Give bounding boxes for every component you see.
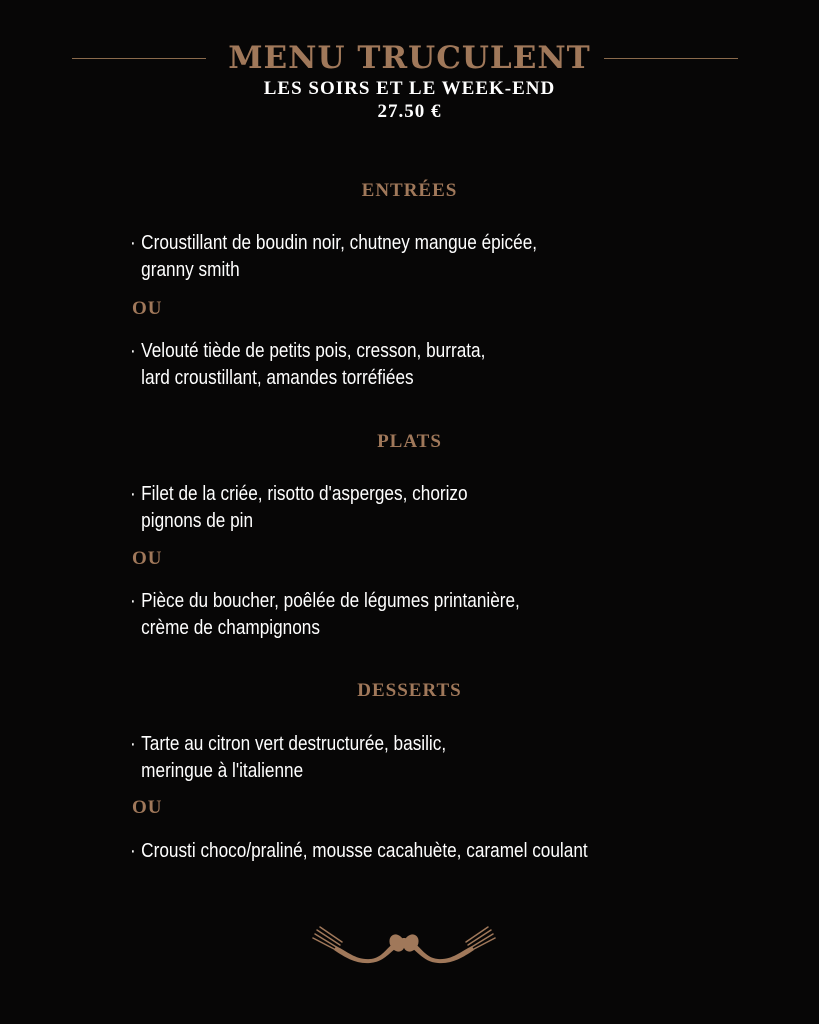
menu-header xyxy=(0,36,819,124)
title-divider-right xyxy=(604,58,738,59)
dish-line: Crousti choco/praliné, mousse cacahuète, caramel coulant xyxy=(141,840,588,862)
section-heading-desserts: DESSERTS xyxy=(357,680,462,701)
section-heading-entrees: ENTRÉES xyxy=(361,180,458,201)
title-row xyxy=(0,36,819,80)
dish-line: Croustillant de boudin noir, chutney mangue épicée, xyxy=(141,232,538,254)
dish-line: lard croustillant, amandes torréfiées xyxy=(141,367,414,389)
section-heading-plats: PLATS xyxy=(377,431,442,452)
menu-price: 27.50 € xyxy=(377,101,442,122)
dish-plat-2 xyxy=(130,588,680,642)
or-separator: OU xyxy=(132,298,163,319)
bullet: · xyxy=(130,733,136,755)
or-separator: OU xyxy=(132,797,163,818)
dish-plat-1 xyxy=(130,481,680,535)
bullet: · xyxy=(130,232,136,254)
dish-line: meringue à l'italienne xyxy=(141,760,304,782)
or-separator: OU xyxy=(132,548,163,569)
menu-subtitle: LES SOIRS ET LE WEEK-END xyxy=(263,78,556,99)
fork-flourish-icon xyxy=(312,926,496,966)
dish-line: Pièce du boucher, poêlée de légumes printanière, xyxy=(141,590,520,612)
dish-dessert-1 xyxy=(130,731,680,785)
dish-entree-2 xyxy=(130,338,680,392)
bullet: · xyxy=(130,840,136,862)
dish-line: Filet de la criée, risotto d'asperges, chorizo xyxy=(141,483,468,505)
dish-line: Velouté tiède de petits pois, cresson, burrata, xyxy=(141,340,486,362)
menu-title: MENU TRUCULENT xyxy=(228,40,591,76)
dish-dessert-2 xyxy=(130,838,680,865)
dish-line: crème de champignons xyxy=(141,617,320,639)
bullet: · xyxy=(130,483,136,505)
dish-entree-1 xyxy=(130,230,680,284)
bullet: · xyxy=(130,590,136,612)
dish-line: granny smith xyxy=(141,259,240,281)
bullet: · xyxy=(130,340,136,362)
dish-line: pignons de pin xyxy=(141,510,254,532)
dish-line: Tarte au citron vert destructurée, basilic, xyxy=(141,733,447,755)
